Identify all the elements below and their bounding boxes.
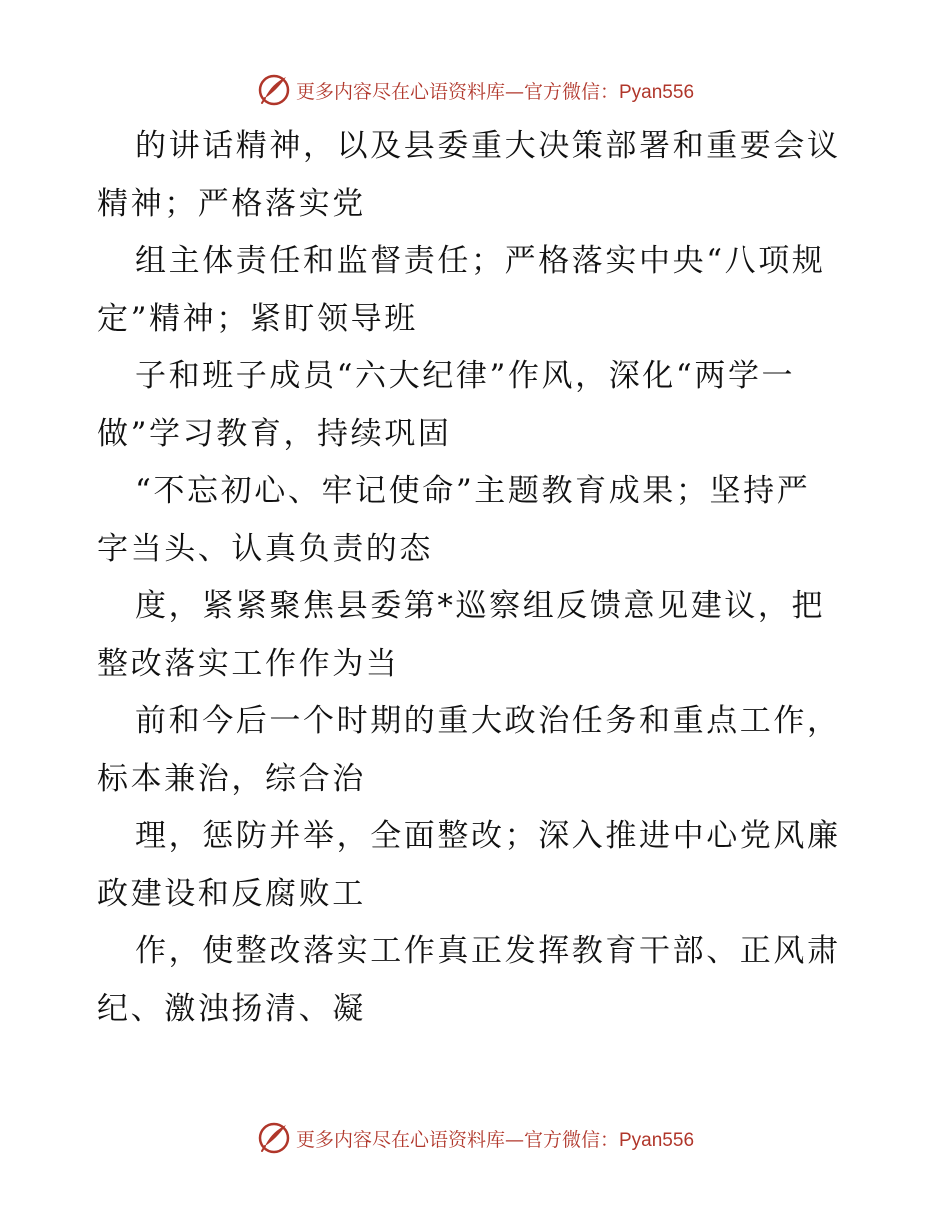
text-line: 纪、激浊扬清、凝: [97, 990, 366, 1027]
text-line: 政建设和反腐败工: [97, 875, 366, 912]
text-line: 理，惩防并举，全面整改；深入推进中心党风廉: [135, 818, 841, 854]
banner-contact: 官方微信：Pyan556: [524, 81, 695, 103]
text-line: “不忘初心、牢记使命”主题教育成果；坚持严: [135, 473, 811, 509]
text-line: 整改落实工作作为当: [97, 645, 400, 682]
text-line: 前和今后一个时期的重大政治任务和重点工作，: [135, 703, 841, 739]
text-line: 子和班子成员“六大纪律”作风，深化“两学一: [135, 358, 796, 394]
quill-logo-icon: [256, 1120, 292, 1156]
header-banner: [0, 70, 950, 110]
text-line: 的讲话精神，以及县委重大决策部署和重要会议: [135, 128, 841, 164]
text-line: 组主体责任和监督责任；严格落实中央“八项规: [135, 243, 826, 279]
text-line: 做”学习教育，持续巩固: [97, 415, 452, 452]
quill-logo-icon: [256, 72, 292, 108]
banner-contact: 官方微信：Pyan556: [524, 1129, 695, 1151]
footer-banner: [0, 1118, 950, 1158]
banner-text: 更多内容尽在心语资料库—: [295, 80, 524, 103]
document-body: [97, 118, 857, 1038]
text-line: 作，使整改落实工作真正发挥教育干部、正风肃: [135, 933, 841, 969]
text-line: 度，紧紧聚焦县委第*巡察组反馈意见建议，把: [135, 588, 826, 624]
text-line: 字当头、认真负责的态: [97, 530, 433, 567]
text-line: 定”精神；紧盯领导班: [97, 300, 418, 337]
banner-text: 更多内容尽在心语资料库—: [295, 1128, 524, 1151]
text-line: 精神；严格落实党: [97, 185, 366, 222]
text-line: 标本兼治，综合治: [97, 760, 366, 797]
